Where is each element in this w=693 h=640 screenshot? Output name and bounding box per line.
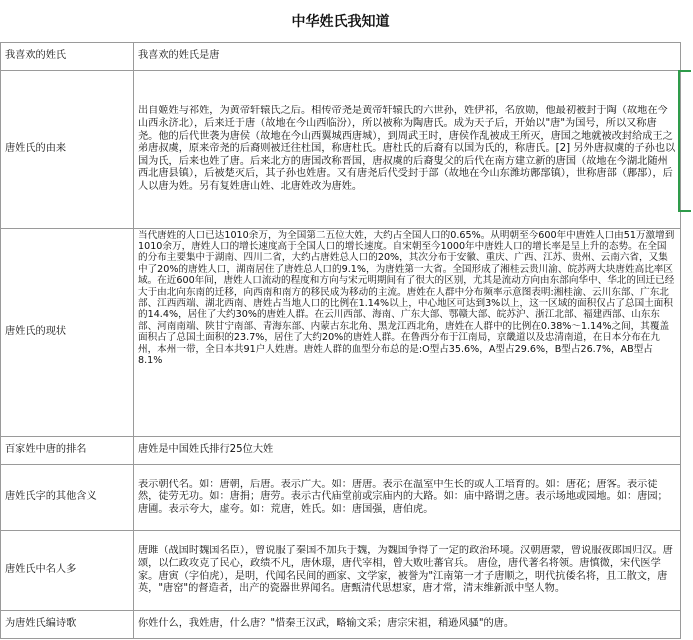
row-content[interactable]	[134, 229, 681, 437]
page-title: 中华姓氏我知道	[0, 0, 681, 43]
table-row	[1, 437, 681, 465]
row-content[interactable]	[134, 531, 681, 611]
table-row	[1, 43, 681, 71]
table-row	[1, 611, 681, 639]
row-content[interactable]	[134, 465, 681, 531]
cell-selection-border	[678, 70, 691, 212]
cell-text: 表示朝代名。如：唐朝，后唐。表示广大。如：唐唐。表示在温室中生长的或人工培育的。如：唐花；唐客。表示徒然，徒劳无功。如：唐捐；唐劳。表示古代庙堂前或宗庙内的大路。如：庙中路谓之唐。表示场地或园地。如：唐园；唐圃。表示夸大，虚夸。如：荒唐，姓氏。如：唐国强，唐伯虎。	[138, 478, 668, 515]
cell-text: 当代唐姓的人口已达1010余万，为全国第二五位大姓，大约占全国人口的0.65%。从明朝至今600年中唐姓人口由51万激增到1010余万，唐姓人口的增长速度高于全国人口的增长速度。自宋朝至今1000年中唐姓人口的增长率是呈上升的态势。在全国的分布主要集中于湖南、四川二省，大约占唐姓总人口的20%，其次分布于安徽、重庆、广西、江苏、贵州、云南六省，又集中了20%的唐姓人口，湖南居住了唐姓总人口的9.1%，为唐姓第一大省。全国形成了湘桂云贵川渝、皖苏两大块唐姓高比率区域。在近600年间，唐姓人口流动的程度和方向与宋元明期间有了很大的区别，尤其是流动方向由东部向华中、华北的回迁已经大于由北向东南的迁移，向西南和南方的移民成为移动的主流。唐姓在人群中分布频率示意图表明:湘桂渝、云川东部、广东北部、江西西端、湖北西南、唐姓占当地人口的比例在1.14%以上，中心地区可达到3%以上，这一区域的面积仅占了总国土面积的14.4%，居住了大约30%的唐姓人群。在云川西部、海南、广东大部、鄂赣大部、皖苏沪、浙江北部、福建西部、山东东部、河南南端、陕甘宁南部、青海东部、内蒙古东北角、黑龙江西北角，唐姓在人群中的比例在0.38%～1.14%之间，其覆盖面积占了总国土面积的23.7%，居住了大约20%的唐姓人群。在鲁西分布于江南局，京畿道以及忠清南道，在日本分布在九州，本州一带，全日本共91户人姓唐。唐姓人群的血型分布总的是:O型占35.6%，A型占29.6%，B型占26.7%，AB型占8.1%	[138, 229, 675, 366]
info-table	[0, 42, 681, 639]
row-content[interactable]: 我喜欢的姓氏是唐	[134, 43, 681, 71]
table-row	[1, 531, 681, 611]
row-content[interactable]: 唐姓是中国姓氏排行25位大姓	[134, 437, 681, 465]
row-label[interactable]: 为唐姓氏编诗歌	[1, 611, 134, 639]
table-row	[1, 229, 681, 437]
table-row	[1, 465, 681, 531]
row-label[interactable]: 唐姓氏的由来	[1, 71, 134, 229]
table-row	[1, 71, 681, 229]
cell-text: 出自姬姓与祁姓，为黄帝轩辕氏之后。相传帝尧是黄帝轩辕氏的六世孙，姓伊祁，名放勋，他最初被封于陶（故地在今山西永济北），后来迁于唐（故地在今山西临汾），所以被称为陶唐氏。成为天子后，开始以"唐"为国号，所以又称唐尧。他的后代世袭为唐侯（故地在今山西翼城西唐城），到周武王时，唐侯作乱被成王所灭，唐国之地就被改封给成王之弟唐叔虞，原来帝尧的后裔则被迁往杜国，称唐杜氏。唐杜氏的后裔有以国为氏的，称唐氏。[2] 另外唐叔虞的子孙也以国为氏，后来也姓了唐。后来北方的唐国改称晋国，唐叔虞的后裔叟父的后代在南方建立新的唐国（故地在今湖北随州西北唐县镇），后被楚灭后，其子孙也姓唐。又有唐尧后代受封于部（故地在今山东潍坊鄌郚镇），世称唐部（鄌郚），后人以唐为姓。另有复姓唐山姓、北唐姓改为唐姓。	[138, 105, 676, 192]
row-content[interactable]	[134, 71, 681, 229]
cell-text: 唐雎（战国时魏国名臣），曾说服了秦国不加兵于魏，为魏国争得了一定的政治环境。汉朝唐蒙，曾说服夜郎国归汉。唐颂，以仁政攻克了民心，政绩不凡，唐休璟，唐代宰相，曾大败吐蕃官兵。 唐俭，唐代著名将领。唐慎微，宋代医学家。唐寅（字伯虎），是明，代闻名民间的画家、文学家，被誉为"江南第一才子唐顺之，明代抗倭名将，且工散文，唐英，"唐窑"的督造者，出产的瓷器世界闻名。唐甄清代思想家，唐才常，清末维新派中坚人物。	[138, 545, 673, 595]
row-label[interactable]: 百家姓中唐的排名	[1, 437, 134, 465]
row-label[interactable]: 唐姓氏字的其他含义	[1, 465, 134, 531]
row-label[interactable]: 唐姓氏的现状	[1, 229, 134, 437]
row-label[interactable]: 我喜欢的姓氏	[1, 43, 134, 71]
row-content[interactable]: 你姓什么，我姓唐，什么唐？"惜秦王汉武，略输文采；唐宗宋祖，稍逊风骚"的唐。	[134, 611, 681, 639]
row-label[interactable]: 唐姓氏中名人多	[1, 531, 134, 611]
